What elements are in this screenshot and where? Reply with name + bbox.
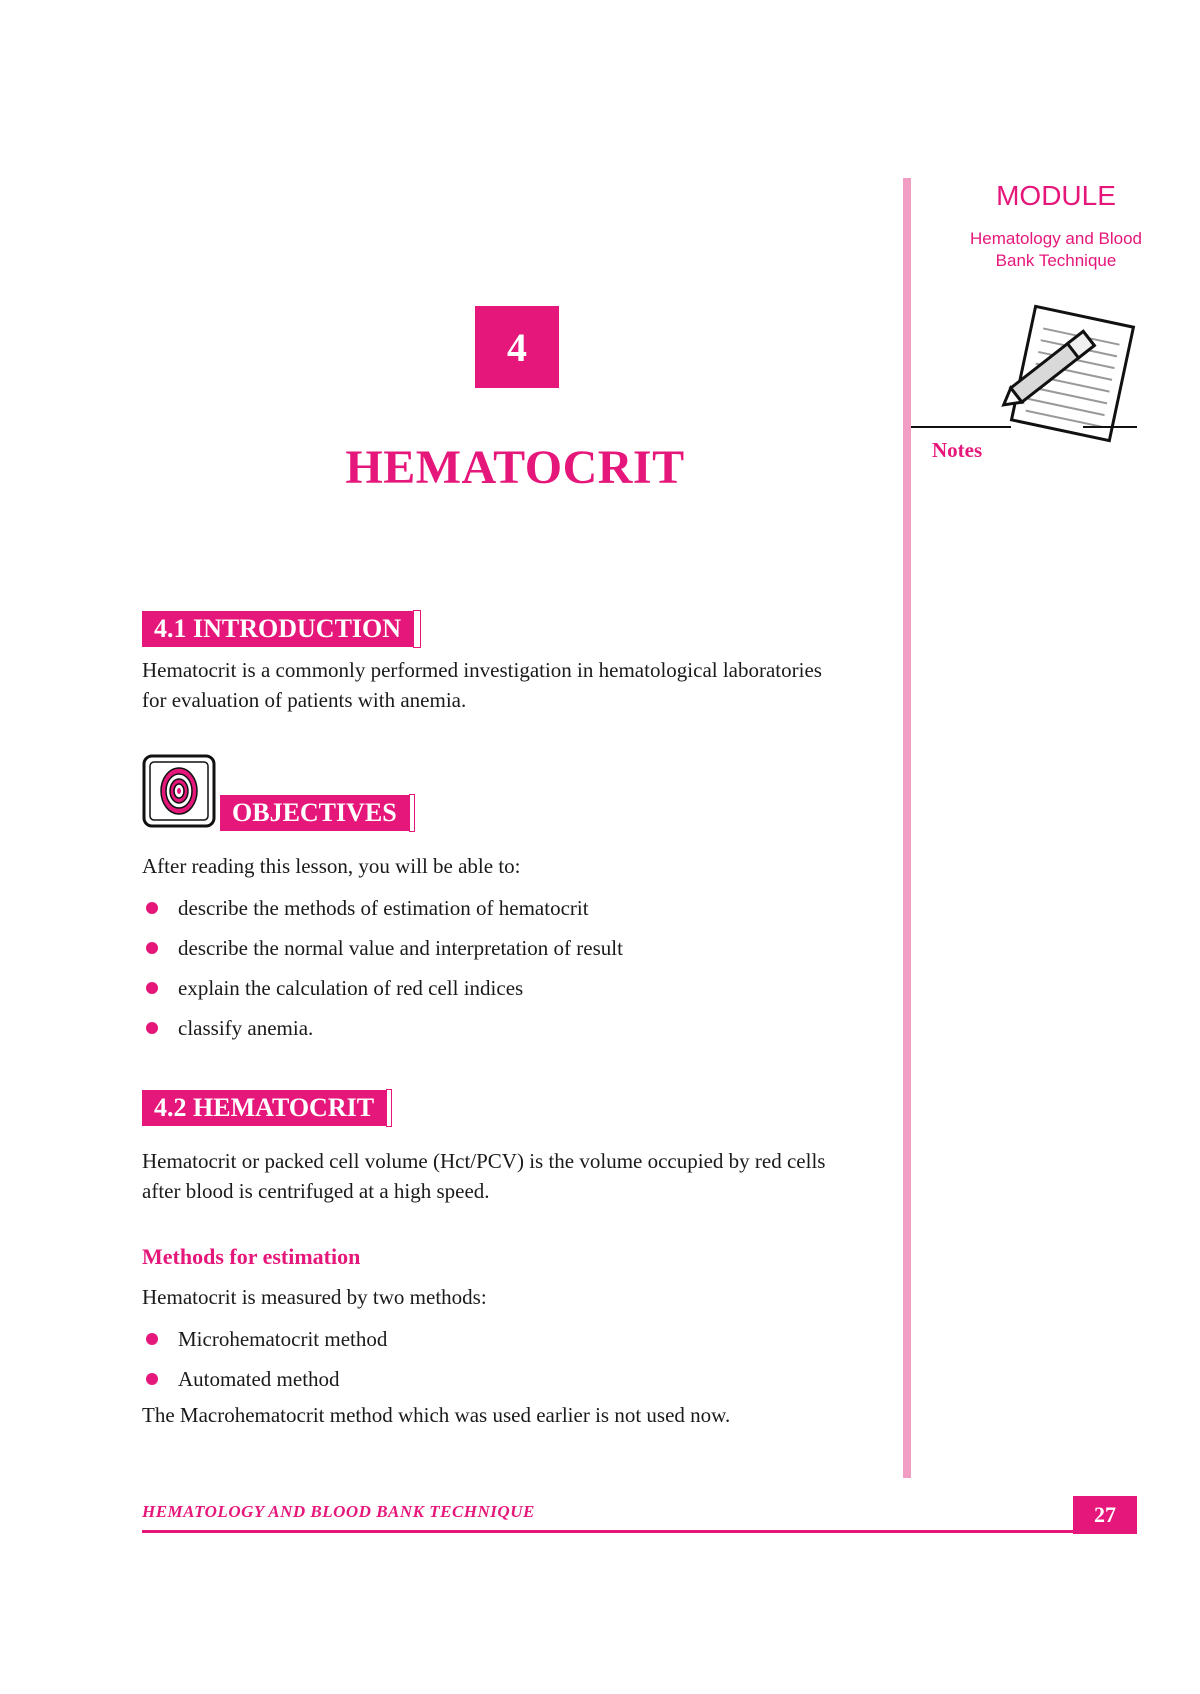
methods-subheading: Methods for estimation	[142, 1244, 361, 1269]
page-number: 27	[1073, 1496, 1137, 1534]
hematocrit-definition	[142, 1146, 902, 1206]
target-icon	[142, 754, 216, 828]
footer-book-title: HEMATOLOGY AND BLOOD BANK TECHNIQUE	[142, 1502, 535, 1521]
chapter-title: HEMATOCRIT	[345, 441, 685, 494]
bullet-icon	[146, 1333, 158, 1345]
module-subtitle-line1: Hematology and Blood	[969, 229, 1142, 248]
bullet-icon	[146, 1022, 158, 1034]
chapter-number: 4	[475, 306, 559, 388]
objectives-heading-bar	[220, 794, 415, 832]
notes-rule-left	[911, 426, 1011, 428]
module-subtitle-line2: Bank Technique	[995, 251, 1117, 270]
introduction-line-1: Hematocrit is a commonly performed investigation in hematological laboratories	[142, 658, 822, 682]
list-item: Microhematocrit method	[142, 1319, 902, 1359]
list-item: describe the normal value and interpretation of result	[142, 928, 902, 968]
notes-label: Notes	[932, 438, 983, 462]
introduction-heading: 4.1 INTRODUCTION	[142, 611, 413, 647]
introduction-heading-bar	[142, 610, 421, 648]
list-item: Automated method	[142, 1359, 902, 1399]
notes-rule-right	[1083, 426, 1137, 428]
module-subtitle	[911, 228, 1200, 272]
closing-text: The Macrohematocrit method which was used earlier is not used now.	[142, 1403, 731, 1427]
list-item: explain the calculation of red cell indices	[142, 968, 902, 1008]
bullet-icon	[146, 1373, 158, 1385]
bullet-icon	[146, 982, 158, 994]
hematocrit-line-1: Hematocrit or packed cell volume (Hct/PCV) is the volume occupied by red cells	[142, 1149, 826, 1173]
bullet-icon	[146, 902, 158, 914]
introduction-text	[142, 655, 902, 715]
list-item: classify anemia.	[142, 1008, 902, 1048]
module-title: MODULE	[996, 180, 1116, 211]
objectives-intro: After reading this lesson, you will be able to:	[142, 854, 521, 878]
list-item: describe the methods of estimation of hematocrit	[142, 888, 902, 928]
methods-intro: Hematocrit is measured by two methods:	[142, 1285, 487, 1309]
hematocrit-heading: 4.2 HEMATOCRIT	[142, 1090, 386, 1126]
footer-rule	[142, 1530, 1137, 1533]
sidebar-divider	[903, 178, 911, 1478]
hematocrit-heading-bar	[142, 1089, 392, 1127]
objectives-list	[142, 888, 902, 1048]
hematocrit-line-2: after blood is centrifuged at a high speed.	[142, 1179, 490, 1203]
methods-list	[142, 1319, 902, 1399]
bullet-icon	[146, 942, 158, 954]
introduction-line-2: for evaluation of patients with anemia.	[142, 688, 467, 712]
objectives-heading: OBJECTIVES	[220, 795, 409, 831]
